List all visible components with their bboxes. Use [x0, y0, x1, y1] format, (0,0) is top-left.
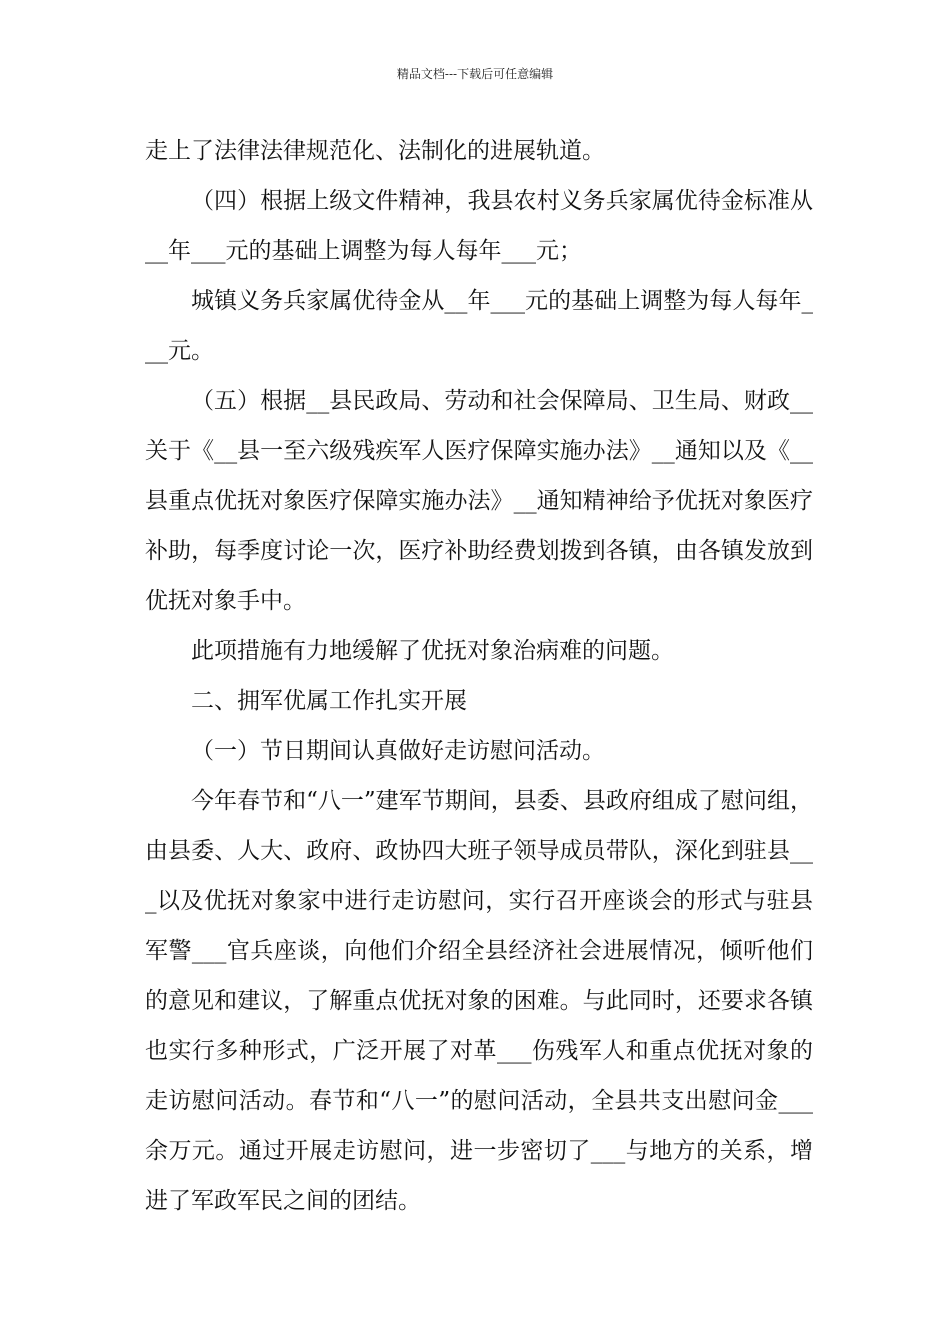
section-heading-support-army: 二、拥军优属工作扎实开展	[191, 688, 467, 714]
document-body	[145, 126, 813, 1226]
paragraph-continuation: 走上了法律法律规范化、法制化的进展轨道。	[145, 138, 605, 164]
paragraph-medical-subsidy: （五）根据__县民政局、劳动和社会保障局、卫生局、财政__关于《__县一至六级残疾军人医疗保障实施办法》__通知以及《__县重点优抚对象医疗保障实施办法》__通知精神给予优抚对象医疗补助，每季度讨论一次，医疗补助经费划拨到各镇，由各镇发放到优抚对象手中。	[145, 388, 813, 614]
paragraph-holiday-visits: 今年春节和“八一”建军节期间，县委、县政府组成了慰问组，由县委、人大、政府、政协四大班子领导成员带队，深化到驻县___以及优抚对象家中进行走访慰问，实行召开座谈会的形式与驻县军警___官兵座谈，向他们介绍全县经济社会进展情况，倾听他们的意见和建议，了解重点优抚对象的困难。与此同时，还要求各镇也实行多种形式，广泛开展了对革___伤残军人和重点优抚对象的走访慰问活动。春节和“八一”的慰问活动，全县共支出慰问金___余万元。通过开展走访慰问，进一步密切了___与地方的关系，增进了军政军民之间的团结。	[145, 788, 813, 1214]
paragraph-medical-effect: 此项措施有力地缓解了优抚对象治病难的问题。	[191, 638, 674, 664]
paragraph-rural-allowance: （四）根据上级文件精神，我县农村义务兵家属优待金标准从__年___元的基础上调整为每人每年___元；	[145, 188, 813, 264]
subsection-heading-holiday-visits: （一）节日期间认真做好走访慰问活动。	[191, 738, 605, 764]
paragraph-urban-allowance: 城镇义务兵家属优待金从__年___元的基础上调整为每人每年___元。	[145, 288, 813, 364]
page-header: 精品文档---下载后可任意编辑	[396, 67, 554, 81]
